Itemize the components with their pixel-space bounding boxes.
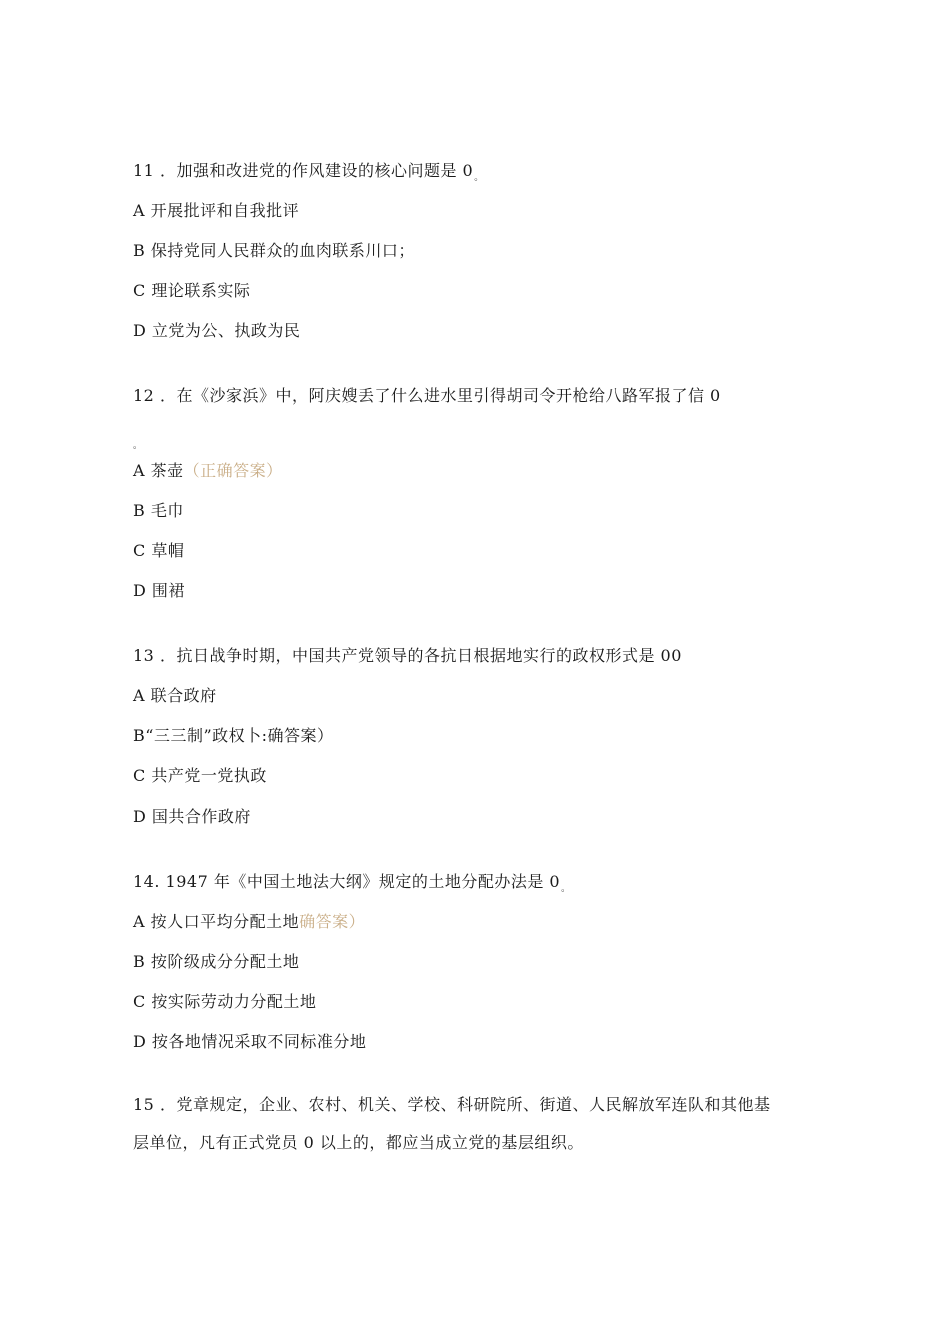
question-11-option-d: D 立党为公、执政为民 xyxy=(133,321,301,340)
question-12-option-a-text: A 茶壶 xyxy=(133,461,184,480)
question-14-option-a-text: A 按人口平均分配土地 xyxy=(133,912,300,931)
question-14-text: 14. 1947 年《中国土地法大纲》规定的土地分配办法是 0 xyxy=(133,872,561,891)
question-12-mark-glyph: 。 xyxy=(133,441,143,451)
question-11-mark: 。 xyxy=(474,173,484,183)
question-12-option-d: D 围裙 xyxy=(133,581,185,600)
question-12-option-c: C 草帽 xyxy=(133,541,185,560)
question-14-option-d: D 按各地情况采取不同标准分地 xyxy=(133,1032,367,1051)
question-11-option-c: C 理论联系实际 xyxy=(133,281,251,300)
question-12-option-b: B 毛巾 xyxy=(133,501,184,520)
question-14-mark: 。 xyxy=(561,884,571,894)
question-11-text: 11 ．加强和改进党的作风建设的核心问题是 0 xyxy=(133,161,474,180)
question-11-stem xyxy=(133,160,484,189)
question-14-option-a xyxy=(133,911,365,933)
question-13-option-c: C 共产党一党执政 xyxy=(133,766,267,785)
question-14-stem xyxy=(133,871,571,900)
question-13-option-b: B“三三制”政权卜:确答案） xyxy=(133,726,334,745)
question-12-mark xyxy=(133,428,143,457)
question-12-stem: 12 ．在《沙家浜》中，阿庆嫂丢了什么进水里引得胡司令开枪给八路军报了信 0 xyxy=(133,386,721,405)
question-13-option-d: D 国共合作政府 xyxy=(133,807,251,826)
question-15-stem-line-2: 层单位，凡有正式党员 0 以上的，都应当成立党的基层组织。 xyxy=(133,1133,584,1152)
question-13-stem: 13 ．抗日战争时期，中国共产党领导的各抗日根据地实行的政权形式是 00 xyxy=(133,646,682,665)
question-15-stem-line-1: 15 ．党章规定，企业、农村、机关、学校、科研院所、街道、人民解放军连队和其他基 xyxy=(133,1095,771,1114)
question-11-option-b: B 保持党同人民群众的血肉联系川口； xyxy=(133,241,415,260)
question-14-option-c: C 按实际劳动力分配土地 xyxy=(133,992,317,1011)
question-12-answer-mark: （正确答案） xyxy=(183,461,283,480)
question-12-option-a xyxy=(133,460,283,482)
question-13-option-a: A 联合政府 xyxy=(133,686,217,705)
question-11-option-a: A 开展批评和自我批评 xyxy=(133,201,300,220)
question-14-answer-mark: 确答案） xyxy=(299,912,366,931)
question-14-option-b: B 按阶级成分分配土地 xyxy=(133,952,300,971)
